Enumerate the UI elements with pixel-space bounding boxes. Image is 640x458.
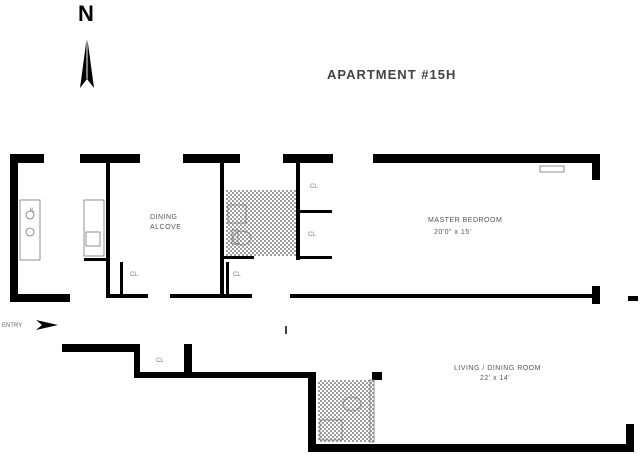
bath-1	[226, 190, 296, 256]
north-label: N	[78, 1, 94, 26]
kitchen-label: K	[30, 208, 35, 214]
bath-2	[318, 380, 374, 442]
master-bedroom	[428, 166, 564, 236]
plan-title: APARTMENT #15H	[327, 67, 457, 82]
dining-alcove-label: DINING	[150, 214, 178, 221]
dining-alcove-dims: ALCOVE	[150, 224, 182, 231]
svg-text:CL: CL	[156, 358, 164, 364]
right-wall-upper	[592, 154, 638, 304]
closet-label-4: CL	[310, 184, 318, 190]
top-wall	[10, 154, 600, 163]
living-dining-room	[454, 365, 541, 382]
master-bedroom-dims: 20'0" x 15'	[434, 229, 472, 236]
closet-label-2: CL	[233, 272, 241, 278]
kitchen	[20, 200, 104, 260]
living-dining-label: LIVING / DINING ROOM	[454, 365, 542, 372]
dining-alcove	[150, 214, 181, 231]
closet-label-1: CL	[130, 272, 138, 278]
master-bedroom-label: MASTER BEDROOM	[428, 217, 503, 224]
corridor-wall	[108, 294, 596, 298]
living-dining-dims: 22' x 14'	[480, 375, 511, 382]
entry-arrow-icon	[36, 320, 58, 330]
entry	[2, 320, 58, 330]
closet-label-3: CL	[308, 232, 316, 238]
north-arrow	[78, 1, 94, 88]
entry-label: ENTRY	[2, 323, 23, 329]
